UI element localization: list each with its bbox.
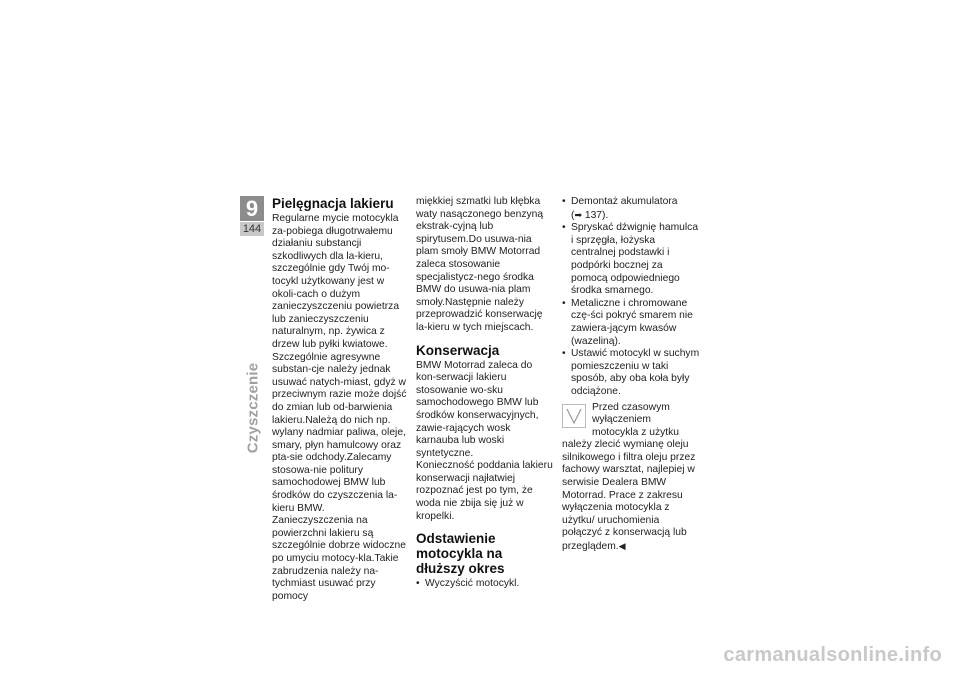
list-item: • Demontaż akumulatora (➡ 137). <box>562 196 700 222</box>
paragraph: BMW Motorrad zaleca do kon-serwacji lakieru stosowanie wo-sku samochodowego BMW lub środków konserwacyjnych, zawie-rających wosk karnauba lub woski syntetyczne. <box>416 359 539 459</box>
column-3 <box>562 196 700 554</box>
chapter-side-label <box>238 348 268 468</box>
bullet-list <box>562 196 700 399</box>
list-item: • Ustawić motocykl w suchym pomieszczeniu w taki sposób, aby oba koła były odciążone. <box>562 348 700 398</box>
column-2 <box>416 196 554 591</box>
list-item: • Spryskać dźwignię hamulca i sprzęgła, łożyska centralnej podstawki i podpórki bocznej za pomocą odpowiedniego środka smarnego. <box>562 222 700 298</box>
list-item-text: Demontaż akumulatora <box>571 196 678 207</box>
paragraph: Szczególnie agresywne substan-cje należy jednak usuwać natych-miast, gdyż w przeciwnym razie może dojść do zmian lub od-barwienia lakieru.Należą do nich np. wylany nadmiar paliwa, oleje, smary, płyn hamulcowy oraz pta-sie odchody.Zalecamy stosowa-nie politury samochodowej BMW lub środków do czyszczenia la-kieru BMW. <box>272 351 407 514</box>
note-icon <box>562 404 586 428</box>
column-1 <box>272 196 410 603</box>
page-reference: 137). <box>581 209 609 221</box>
paragraph: Regularne mycie motocykla za-pobiega długotrwałemu działaniu substancji szkodliwych dla la-kieru, szczególnie gdy Twój mo-tocykl użytkowany jest w okoli-cach o dużym zanieczyszczeniu powietrza lub zanieczyszczeniu naturalnym, np. żywica z drzew lub pyłki kwiatowe. <box>272 213 400 350</box>
chapter-number: 9 <box>240 196 264 221</box>
heading-preservation: Konserwacja <box>416 342 500 358</box>
heading-storage: Odstawienie motocykla na dłuższy okres <box>416 531 505 577</box>
paragraph: Konieczność poddania lakieru konserwacji najłatwiej rozpoznać jest po tym, że woda nie zbija się już w kropelki. <box>416 460 553 522</box>
heading-paint-care: Pielęgnacja lakieru <box>272 196 394 211</box>
watermark: carmanualsonline.info <box>723 644 942 666</box>
list-item: • Metaliczne i chromowane czę-ści pokryć smarem nie zawiera-jącym kwasów (wazeliną). <box>562 298 700 348</box>
paragraph: Zanieczyszczenia na powierzchni lakieru są szczególnie dobrze widoczne po umyciu motocy-kla.Takie zabrudzenia należy na-tychmiast usuwać przy pomocy <box>272 515 406 602</box>
page-number: 144 <box>240 222 264 236</box>
bullet-list <box>416 578 554 591</box>
arrow-right-icon: ➡ <box>574 209 582 220</box>
end-of-section-icon: ◀ <box>618 541 626 552</box>
paragraph: miękkiej szmatki lub kłębka waty nasączonego benzyną ekstrak-cyjną lub spirytusem.Do usuwa-nia plam smoły BMW Motorrad zaleca stosowanie specjalistycz-nego środka BMW do usuwa-nia plam smoły.Następnie należy przeprowadzić konserwację la-kieru w tych miejscach. <box>416 196 544 333</box>
note-text: Przed czasowym wyłączeniem motocykla z użytku należy zlecić wymianę oleju silnikowego i filtra oleju przez fachowy warsztat, najlepiej w serwisie Dealera BMW Motorrad. Prace z zakresu wyłączenia motocykla z użytku/ uruchomienia połączyć z konserwacją lub przeglądem. <box>562 401 696 553</box>
note-block <box>562 402 700 554</box>
list-item: • Wyczyścić motocykl. <box>416 578 554 591</box>
chapter-title: Czyszczenie <box>244 362 262 454</box>
